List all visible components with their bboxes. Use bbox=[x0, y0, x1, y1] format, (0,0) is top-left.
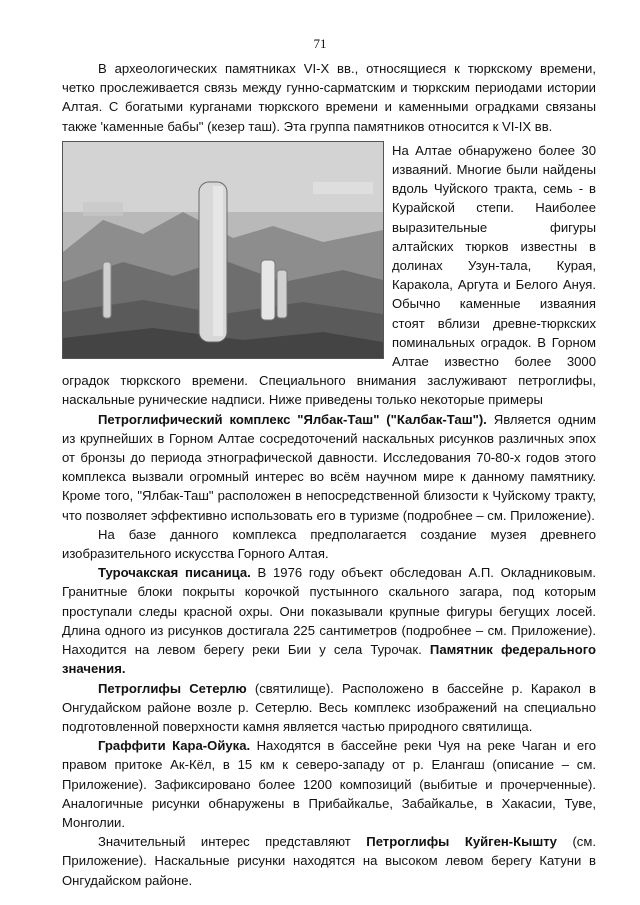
stone-statues-photo bbox=[62, 141, 384, 359]
kara-oyuk-title: Граффити Кара-Ойука. bbox=[98, 738, 251, 754]
kuygen-paragraph bbox=[62, 832, 596, 890]
turochak-status: Памятник федерального значения. bbox=[62, 642, 596, 677]
seterlu-paragraph bbox=[62, 679, 596, 737]
kara-oyuk-text: Находятся в бассейне реки Чуя на реке Чаган и его правом притоке Ак-Кёл, в 15 км к северо-западу от р. Елангаш (описание – см. Приложение). Зафиксировано более 1200 композиций (выбитые и прочерченные). Аналогичные рисунки обнаружены в Прибайкалье, Забайкалье, в Хакасии, Туве, Монголии. bbox=[62, 738, 596, 830]
kara-oyuk-paragraph bbox=[62, 736, 596, 832]
museum-paragraph: На базе данного комплекса предполагается создание музея древнего изобразительного искусства Горного Алтая. bbox=[62, 526, 596, 562]
statues-paragraph: На Алтае обнаружено более 30 изваяний. Многие были найдены вдоль Чуйского тракта, семь - в Курайской степи. Наиболее выразительные фигуры алтайских тюрков известны в долинах Узун-тала, Курая, Каракола, Аргута и Белого Ануя. Обычно каменные изваяния стоят вблизи древне-тюркских поминальных оградок. В Горном Алтае известно более 3000 оградок тюркского времени. Специального внимания заслуживают петроглифы, наскальные рунические надписи. Ниже приведены только некоторые примеры bbox=[62, 142, 596, 408]
turochak-text: В 1976 году объект обследован А.П. Окладниковым. Гранитные блоки покрыты корочкой пустынного скального загара, под которым проступали следы красной охры. Они показывали крупные фигуры бегущих лосей. Длина одного из рисунков достигала 225 сантиметров (подробнее – см. Приложение). Находится на левом берегу реки Бии у села Турочак. bbox=[62, 565, 596, 658]
seterlu-text: (святилище). Расположено в бассейне р. Каракол в Онгудайском районе возле р. Сетерлю. Весь комплекс изображений на специально подготовленной поверхности камня является частью природного святилища. bbox=[62, 680, 596, 734]
statues-section bbox=[62, 141, 596, 410]
turochak-title: Турочакская писаница. bbox=[98, 565, 251, 581]
kuygen-lead: Значительный интерес представляют bbox=[98, 834, 367, 850]
turochak-paragraph bbox=[62, 563, 596, 678]
page-body bbox=[62, 59, 596, 890]
seterlu-title: Петроглифы Сетерлю bbox=[98, 680, 247, 696]
yalbak-title: Петроглифический комплекс "Ялбак-Таш" ("Калбак-Таш"). bbox=[98, 411, 487, 427]
yalbak-text: Является одним из крупнейших в Горном Алтае сосредоточений наскальных рисунков различных эпох от бронзы до периода этнографической давности. Исследования 70-80-х годов этого комплекса вызвали огромный интерес во всём научном мире к данному памятнику. Кроме того, "Ялбак-Таш" расположен в непосредственной близости к Чуйскому тракту, что позволяет эффективно использовать его в туризме (подробнее – см. Приложение). bbox=[62, 411, 596, 523]
kuygen-text: (см. Приложение). Наскальные рисунки находятся на высоком левом берегу Катуни в Онгудайском районе. bbox=[62, 834, 596, 888]
kuygen-title: Петроглифы Куйген-Кыштy bbox=[366, 834, 557, 850]
stone-statues-image bbox=[63, 142, 383, 358]
intro-paragraph: В археологических памятниках VI-X вв., относящиеся к тюркскому времени, четко прослеживается связь между гунно-сарматским и тюркским периодами истории Алтая. С богатыми курганами тюркского времени и каменными оградками связаны также 'каменные бабы" (кезер таш). Эта группа памятников относится к VI-IX вв. bbox=[62, 61, 596, 134]
page-number: 71 bbox=[313, 36, 327, 51]
yalbak-paragraph bbox=[62, 410, 596, 525]
